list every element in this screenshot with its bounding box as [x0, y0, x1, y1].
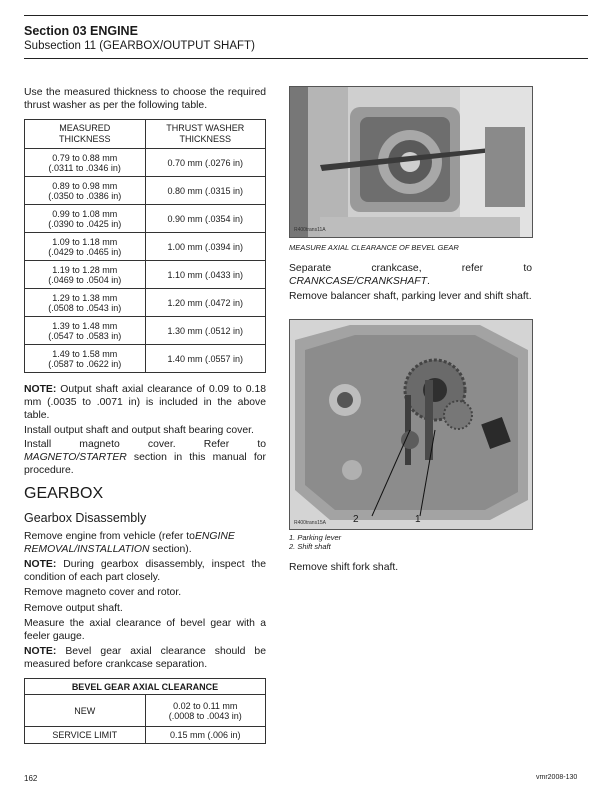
- washer-value: 0.70 mm (.0276 in): [145, 149, 266, 177]
- gearbox-disassembly-heading: Gearbox Disassembly: [24, 511, 147, 525]
- table-row: SERVICE LIMIT 0.15 mm (.006 in): [25, 727, 266, 744]
- header-rule-top: [24, 15, 588, 16]
- remove-shift-fork-text: Remove shift fork shaft.: [289, 562, 399, 573]
- note-bevel: [24, 645, 266, 671]
- washer-value: 1.20 mm (.0472 in): [145, 289, 266, 317]
- page-number: 162: [24, 774, 38, 783]
- header-rule-bottom: [24, 58, 588, 59]
- table-row: [25, 177, 266, 205]
- photo-feeler-gauge: [289, 86, 533, 238]
- measured-mm: 0.99 to 1.08 mm: [52, 208, 118, 219]
- engine-removal-ref[interactable]: ENGINE REMOVAL/INSTALLATION: [24, 531, 235, 555]
- note-label: NOTE:: [24, 646, 57, 657]
- photo-legend: [289, 533, 341, 551]
- note-inspect: [24, 558, 266, 584]
- row-label-new: NEW: [25, 695, 146, 727]
- section-title: Section 03 ENGINE: [24, 24, 138, 38]
- legend-item: 1. Parking lever: [289, 533, 342, 542]
- note-label: NOTE:: [24, 384, 57, 395]
- photo-code: R400trans15A: [294, 520, 326, 526]
- measured-mm: 1.29 to 1.38 mm: [52, 292, 118, 303]
- table-row: [25, 233, 266, 261]
- gearbox-photo-illustration: [290, 320, 532, 529]
- magneto-starter-ref[interactable]: MAGNETO/STARTER: [24, 452, 127, 463]
- separate-crankcase-text: Separate crankcase, refer to CRANKCASE/CRANKSHAFT.: [289, 263, 532, 287]
- washer-value: 1.40 mm (.0557 in): [145, 345, 266, 373]
- document-code: vmr2008-130: [536, 774, 578, 781]
- note-text: Output shaft axial clearance of 0.09 to 0.18 mm (.0035 to .0071 in) is included in the above table.: [24, 384, 266, 421]
- callout-1: 1: [415, 514, 421, 525]
- intro-paragraph: Use the measured thickness to choose the required thrust washer as per the following table.: [24, 87, 266, 111]
- photo-caption: MEASURE AXIAL CLEARANCE OF BEVEL GEAR: [289, 243, 459, 252]
- callout-2: 2: [353, 514, 359, 525]
- measured-in: (.0587 to .0622 in): [48, 358, 122, 369]
- washer-value: 1.00 mm (.0394 in): [145, 233, 266, 261]
- remove-engine-text: Remove engine from vehicle (refer toENGINE REMOVAL/INSTALLATION section).: [24, 531, 235, 555]
- remove-magneto-text: Remove magneto cover and rotor.: [24, 587, 182, 598]
- table-row: [25, 345, 266, 373]
- washer-value: 1.10 mm (.0433 in): [145, 261, 266, 289]
- crankcase-ref[interactable]: CRANKCASE/CRANKSHAFT: [289, 276, 427, 287]
- note-text: Bevel gear axial clearance should be measured before crankcase separation.: [24, 646, 266, 670]
- measured-mm: 1.09 to 1.18 mm: [52, 236, 118, 247]
- table-row: [25, 317, 266, 345]
- install-output-shaft: Install output shaft and output shaft bearing cover.: [24, 425, 254, 436]
- install-magneto-cover: Install magneto cover. Refer to MAGNETO/STARTER section in this manual for procedure.: [24, 439, 266, 476]
- note-text: During gearbox disassembly, inspect the condition of each part closely.: [24, 559, 266, 583]
- gearbox-heading: GEARBOX: [24, 485, 104, 502]
- table-row: [25, 149, 266, 177]
- note-output-shaft: [24, 383, 266, 422]
- table-row: [25, 289, 266, 317]
- measured-mm: 1.49 to 1.58 mm: [52, 348, 118, 359]
- measured-in: (.0311 to .0346 in): [48, 162, 121, 173]
- photo-gearbox-open: [289, 319, 533, 530]
- bevel-gear-table: [24, 678, 266, 744]
- col-header-measured: MEASURED THICKNESS: [25, 120, 146, 149]
- remove-balancer-text: Remove balancer shaft, parking lever and shift shaft.: [289, 291, 532, 302]
- row-label-service: SERVICE LIMIT: [25, 727, 146, 744]
- legend-item: 2. Shift shaft: [289, 542, 331, 551]
- thrust-washer-table: [24, 119, 266, 373]
- subsection-title: Subsection 11 (GEARBOX/OUTPUT SHAFT): [24, 40, 255, 52]
- table-row: [25, 205, 266, 233]
- measured-in: (.0508 to .0543 in): [48, 302, 122, 313]
- engine-photo-illustration: [290, 87, 532, 237]
- table-row: NEW 0.02 to 0.11 mm (.0008 to .0043 in): [25, 695, 266, 727]
- measured-mm: 1.19 to 1.28 mm: [52, 264, 118, 275]
- measured-in: (.0390 to .0425 in): [48, 218, 122, 229]
- measured-mm: 0.89 to 0.98 mm: [52, 180, 118, 191]
- washer-value: 1.30 mm (.0512 in): [145, 317, 266, 345]
- note-label: NOTE:: [24, 559, 57, 570]
- measured-in: (.0547 to .0583 in): [48, 330, 122, 341]
- washer-value: 0.90 mm (.0354 in): [145, 205, 266, 233]
- remove-output-text: Remove output shaft.: [24, 603, 123, 614]
- bevel-table-title: BEVEL GEAR AXIAL CLEARANCE: [25, 679, 266, 695]
- measured-in: (.0350 to .0386 in): [48, 190, 122, 201]
- photo-code: R400trans11A: [294, 227, 326, 233]
- measured-mm: 0.79 to 0.88 mm: [52, 152, 118, 163]
- measured-mm: 1.39 to 1.48 mm: [52, 320, 118, 331]
- col-header-washer: THRUST WASHER THICKNESS: [145, 120, 266, 149]
- measure-axial-text: Measure the axial clearance of bevel gear with a feeler gauge.: [24, 618, 266, 642]
- measured-in: (.0429 to .0465 in): [48, 246, 122, 257]
- washer-value: 0.80 mm (.0315 in): [145, 177, 266, 205]
- table-row: [25, 261, 266, 289]
- measured-in: (.0469 to .0504 in): [48, 274, 122, 285]
